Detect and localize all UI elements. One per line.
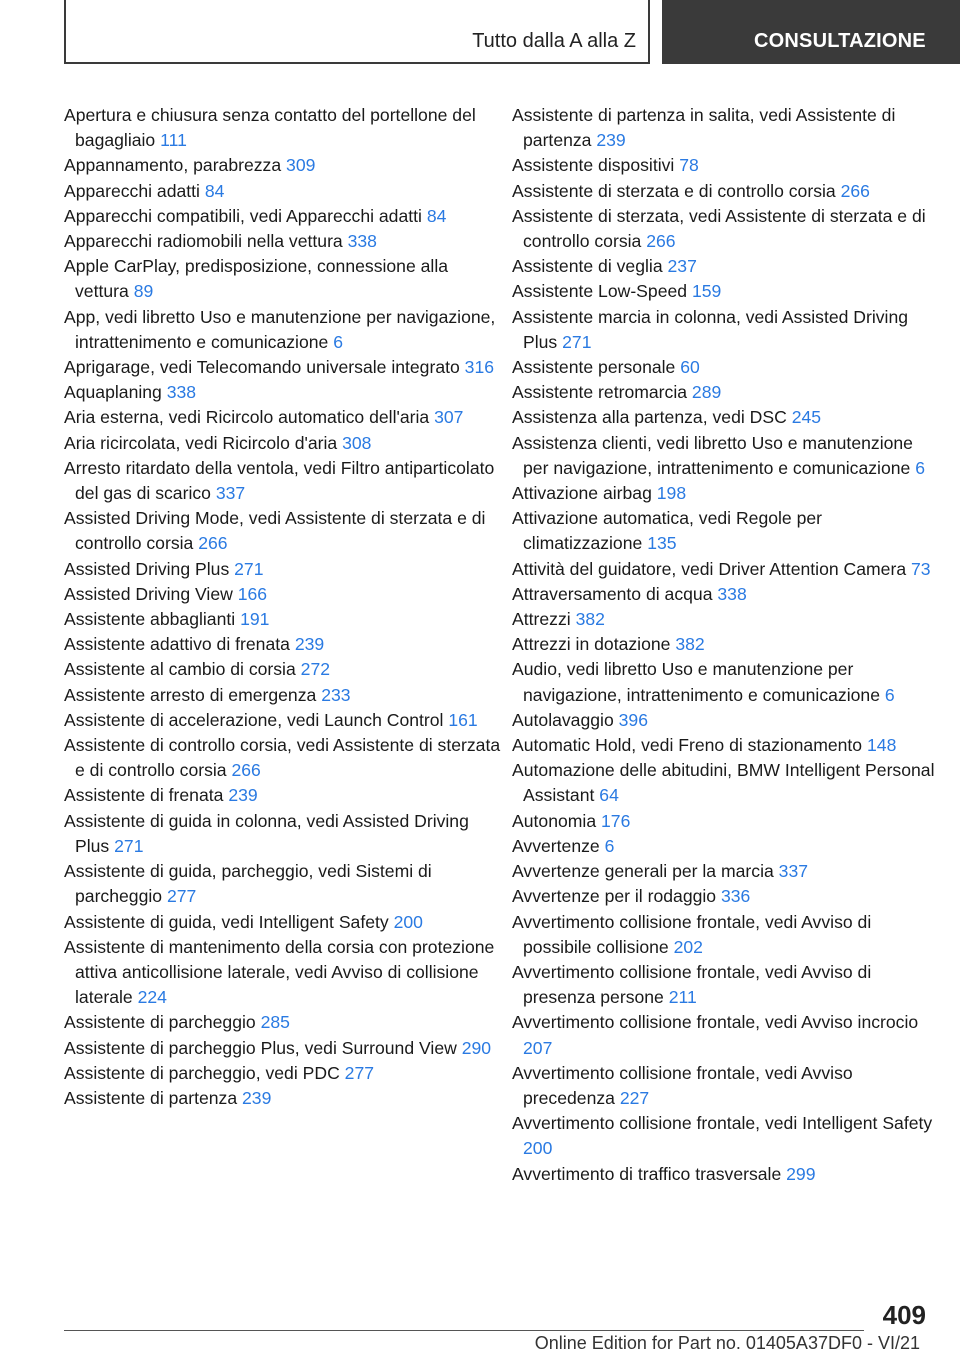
index-entry-text: Assistente di accelerazione, vedi Launch Control — [64, 709, 444, 730]
page-reference-link[interactable]: 176 — [601, 810, 631, 831]
page-reference-link[interactable]: 202 — [673, 936, 703, 957]
page-reference-link[interactable]: 207 — [523, 1037, 553, 1058]
index-entry-text: Automatic Hold, vedi Freno di stazionamento — [512, 735, 863, 756]
page-reference-link[interactable]: 224 — [137, 987, 167, 1008]
section-title: Tutto dalla A alla Z — [472, 30, 636, 52]
index-entry-text: Assistente al cambio di corsia — [64, 659, 296, 680]
index-entry-text: Assisted Driving Plus — [64, 558, 230, 579]
page-reference-link[interactable]: 161 — [448, 709, 478, 730]
index-entry — [64, 431, 504, 456]
page-reference-link[interactable]: 266 — [231, 760, 261, 781]
index-entry — [512, 657, 942, 707]
page-reference-link[interactable]: 338 — [166, 382, 197, 403]
index-entry-text: Assistenza clienti, vedi libretto Uso e manutenzione per navigazione, intrattenimento e comunicazione — [512, 432, 913, 478]
index-entry-text: Assistente di parcheggio, vedi PDC — [64, 1062, 340, 1083]
index-entry — [512, 708, 942, 733]
index-entry-text: Apertura e chiusura senza contatto del portellone del bagagliaio — [64, 105, 476, 151]
index-entry-text: Avvertimento di traffico trasversale — [512, 1163, 782, 1184]
index-entry-text: Apparecchi compatibili, vedi Apparecchi adatti — [64, 205, 422, 226]
page-reference-link[interactable]: 338 — [347, 231, 377, 252]
index-entry — [64, 305, 504, 355]
page-reference-link[interactable]: 271 — [114, 835, 144, 856]
page-reference-link[interactable]: 6 — [884, 684, 895, 705]
index-entry-text: Assistente di sterzata e di controllo corsia — [512, 180, 836, 201]
page-reference-link[interactable]: 159 — [691, 281, 722, 302]
index-entry — [512, 1162, 942, 1187]
page-reference-link[interactable]: 396 — [618, 709, 648, 730]
page-reference-link[interactable]: 382 — [575, 609, 605, 630]
index-entry — [64, 506, 504, 556]
page-reference-link[interactable]: 316 — [464, 357, 495, 378]
index-entry — [64, 153, 504, 178]
index-entry-text: Appannamento, parabrezza — [64, 155, 282, 176]
page-reference-link[interactable]: 272 — [300, 659, 331, 680]
index-entry-text: Autolavaggio — [512, 709, 614, 730]
index-entry-text: Assistente di veglia — [512, 256, 663, 277]
index-entry-text: Assistente adattivo di frenata — [64, 634, 290, 655]
index-entry-text: Assisted Driving View — [64, 583, 233, 604]
page-reference-link[interactable]: 266 — [840, 180, 870, 201]
index-entry — [512, 834, 942, 859]
index-entry-text: Attrezzi — [512, 609, 571, 630]
index-entry — [64, 733, 504, 783]
index-entry — [64, 683, 504, 708]
index-entry — [64, 1086, 504, 1111]
index-entry-text: Assistente personale — [512, 357, 676, 378]
index-entry — [512, 1061, 942, 1111]
index-entry — [64, 179, 504, 204]
page-number: 409 — [882, 1300, 926, 1330]
page-reference-link[interactable]: 166 — [237, 583, 268, 604]
index-entry — [64, 582, 504, 607]
index-entry-text: Assistente retromarcia — [512, 382, 688, 403]
index-entry-text: Assistente di parcheggio — [64, 1012, 256, 1033]
index-entry — [64, 910, 504, 935]
index-entry-text: Assistente di mantenimento della corsia con protezione attiva anticollisione laterale, vedi Avviso di collisione laterale — [64, 936, 495, 1008]
index-entry-text: Assistente abbaglianti — [64, 609, 236, 630]
index-entry — [512, 481, 942, 506]
index-entry — [64, 405, 504, 430]
index-entry — [512, 1111, 942, 1161]
page-reference-link[interactable]: 60 — [680, 357, 700, 378]
page-reference-link[interactable]: 111 — [160, 130, 187, 151]
page-reference-link[interactable]: 239 — [596, 130, 626, 151]
index-entry — [512, 910, 942, 960]
index-entry-text: Attività del guidatore, vedi Driver Attention Camera — [512, 558, 907, 579]
index-entry-text: Apparecchi radiomobili nella vettura — [64, 231, 343, 252]
page-reference-link[interactable]: 277 — [344, 1062, 375, 1083]
page-reference-link[interactable]: 6 — [604, 835, 615, 856]
index-entry — [64, 1010, 504, 1035]
index-entry-text: Avvertenze — [512, 835, 600, 856]
page-reference-link[interactable]: 285 — [260, 1012, 290, 1033]
page-reference-link[interactable]: 73 — [911, 558, 931, 579]
index-entry — [64, 935, 504, 1011]
page-reference-link[interactable]: 337 — [215, 483, 246, 504]
index-entry — [64, 657, 504, 682]
page-reference-link[interactable]: 233 — [321, 684, 351, 705]
index-entry-text: Avvertimento collisione frontale, vedi Avviso precedenza — [512, 1062, 853, 1108]
index-entry-text: Aria esterna, vedi Ricircolo automatico dell'aria — [64, 407, 430, 428]
index-entry — [512, 960, 942, 1010]
index-entry — [512, 859, 942, 884]
page-reference-link[interactable]: 239 — [242, 1087, 272, 1108]
index-entry-text: Assistente di frenata — [64, 785, 224, 806]
index-column-right — [512, 103, 942, 1187]
index-entry-text: Assistenza alla partenza, vedi DSC — [512, 407, 787, 428]
index-entry — [512, 1010, 942, 1060]
index-entry — [64, 254, 504, 304]
index-entry-text: Avvertimento collisione frontale, vedi Avviso di possibile collisione — [512, 911, 872, 957]
index-entry — [512, 506, 942, 556]
index-entry-text: Apparecchi adatti — [64, 180, 200, 201]
index-entry — [512, 607, 942, 632]
index-entry-text: Assistente di partenza in salita, vedi Assistente di partenza — [512, 105, 896, 151]
index-entry — [512, 355, 942, 380]
index-entry-text: Assistente Low-Speed — [512, 281, 688, 302]
index-entry-text: Aprigarage, vedi Telecomando universale integrato — [64, 357, 460, 378]
index-entry — [64, 1061, 504, 1086]
index-entry-text: Assistente dispositivi — [512, 155, 675, 176]
page-reference-link[interactable]: 338 — [717, 583, 747, 604]
page-reference-link[interactable]: 78 — [679, 155, 699, 176]
index-entry-text: Audio, vedi libretto Uso e manutenzione per navigazione, intrattenimento e comunicazione — [512, 659, 880, 705]
page-reference-link[interactable]: 266 — [198, 533, 228, 554]
page-reference-link[interactable]: 191 — [240, 609, 270, 630]
index-entry — [512, 733, 942, 758]
index-entry-text: Aquaplaning — [64, 382, 162, 403]
page-reference-link[interactable]: 308 — [342, 432, 372, 453]
index-entry — [64, 355, 504, 380]
page-reference-link[interactable]: 266 — [646, 231, 676, 252]
page-reference-link[interactable]: 239 — [294, 634, 325, 655]
index-entry-text: Avvertenze per il rodaggio — [512, 886, 717, 907]
index-entry — [512, 279, 942, 304]
index-entry-text: Assistente di guida, vedi Intelligent Safety — [64, 911, 389, 932]
index-entry — [512, 204, 942, 254]
index-entry-text: Assistente di guida, parcheggio, vedi Sistemi di parcheggio — [64, 861, 432, 907]
page-reference-link[interactable]: 148 — [867, 735, 897, 756]
index-entry-text: Assistente di sterzata, vedi Assistente di sterzata e di controllo corsia — [512, 205, 926, 252]
index-entry — [512, 103, 942, 153]
index-entry-text: Avvertimento collisione frontale, vedi Intelligent Safety — [512, 1113, 933, 1134]
page-reference-link[interactable]: 245 — [791, 407, 822, 428]
page-reference-link[interactable]: 6 — [333, 331, 343, 352]
page-reference-link[interactable]: 198 — [656, 483, 687, 504]
index-entry — [64, 456, 504, 506]
page-reference-link[interactable]: 307 — [434, 407, 464, 428]
page-reference-link[interactable]: 337 — [778, 861, 809, 882]
index-entry-text: Autonomia — [512, 810, 597, 831]
index-entry — [512, 179, 942, 204]
index-entry-text: Automazione delle abitudini, BMW Intelligent Personal Assistant — [512, 760, 935, 806]
page-reference-link[interactable]: 309 — [286, 155, 316, 176]
index-entry — [64, 607, 504, 632]
index-entry — [512, 153, 942, 178]
index-entry-text: Aria ricircolata, vedi Ricircolo d'aria — [64, 432, 338, 453]
index-entry-text: Avvertenze generali per la marcia — [512, 861, 774, 882]
index-entry — [512, 380, 942, 405]
page-reference-link[interactable]: 200 — [393, 911, 423, 932]
index-entry-text: Assistente di controllo corsia, vedi Assistente di sterzata e di controllo corsia — [64, 735, 501, 781]
page-reference-link[interactable]: 299 — [786, 1163, 816, 1184]
index-entry — [512, 431, 942, 481]
index-entry — [512, 305, 942, 355]
page-reference-link[interactable]: 227 — [619, 1087, 650, 1108]
page-reference-link[interactable]: 277 — [166, 886, 197, 907]
index-entry — [64, 1036, 504, 1061]
index-entry — [512, 557, 942, 582]
page-reference-link[interactable]: 239 — [228, 785, 258, 806]
index-entry-text: Assistente di guida in colonna, vedi Assisted Driving Plus — [64, 810, 469, 856]
index-entry — [64, 632, 504, 657]
chapter-tab-label: CONSULTAZIONE — [754, 30, 926, 52]
index-entry — [512, 809, 942, 834]
page-reference-link[interactable]: 84 — [204, 180, 225, 201]
page-reference-link[interactable]: 289 — [691, 382, 722, 403]
index-entry-text: Avvertimento collisione frontale, vedi Avviso incrocio — [512, 1012, 919, 1033]
page-reference-link[interactable]: 6 — [915, 457, 925, 478]
page-reference-link[interactable]: 336 — [720, 886, 751, 907]
edition-note: Online Edition for Part no. 01405A37DF0 - VI/21 — [534, 1333, 920, 1353]
index-entry — [64, 708, 504, 733]
index-entry — [512, 632, 942, 657]
page-reference-link[interactable]: 237 — [667, 256, 697, 277]
index-entry — [512, 582, 942, 607]
index-entry-text: Attrezzi in dotazione — [512, 634, 671, 655]
index-entry — [512, 254, 942, 279]
index-entry-text: Avvertimento collisione frontale, vedi Avviso di presenza persone — [512, 961, 872, 1008]
index-entry-text: Attraversamento di acqua — [512, 583, 713, 604]
index-entry-text: Attivazione automatica, vedi Regole per climatizzazione — [512, 508, 823, 554]
index-entry-text: Assistente di partenza — [64, 1087, 238, 1108]
index-entry — [512, 884, 942, 909]
chapter-tab — [662, 0, 960, 64]
page-reference-link[interactable]: 271 — [234, 558, 264, 579]
index-entry-text: Arresto ritardato della ventola, vedi Filtro antiparticolato del gas di scarico — [64, 457, 495, 504]
page-reference-link[interactable]: 200 — [523, 1138, 553, 1159]
index-entry — [64, 229, 504, 254]
index-entry-text: Assisted Driving Mode, vedi Assistente di sterzata e di controllo corsia — [64, 508, 486, 554]
index-entry — [512, 405, 942, 430]
index-entry-text: Assistente di parcheggio Plus, vedi Surround View — [64, 1037, 457, 1058]
index-entry — [64, 204, 504, 229]
index-entry-text: Assistente marcia in colonna, vedi Assisted Driving Plus — [512, 306, 909, 352]
index-entry-text: Assistente arresto di emergenza — [64, 684, 317, 705]
index-entry — [64, 859, 504, 909]
index-entry — [64, 809, 504, 859]
index-entry — [64, 783, 504, 808]
index-entry — [512, 758, 942, 808]
page-reference-link[interactable]: 84 — [426, 205, 447, 226]
page-reference-link[interactable]: 89 — [133, 281, 154, 302]
page-reference-link[interactable]: 135 — [647, 533, 677, 554]
page-reference-link[interactable]: 211 — [668, 987, 697, 1008]
index-entry — [64, 103, 504, 153]
page-reference-link[interactable]: 290 — [461, 1037, 492, 1058]
index-entry — [64, 380, 504, 405]
index-entry-text: App, vedi libretto Uso e manutenzione per navigazione, intrattenimento e comunicazione — [64, 306, 496, 352]
page-reference-link[interactable]: 64 — [599, 785, 619, 806]
index-entry — [64, 557, 504, 582]
index-column-left — [64, 103, 504, 1111]
page-reference-link[interactable]: 382 — [675, 634, 705, 655]
index-entry-text: Apple CarPlay, predisposizione, connessione alla vettura — [64, 256, 449, 302]
footer-divider — [64, 1330, 864, 1331]
page-reference-link[interactable]: 271 — [562, 331, 592, 352]
index-entry-text: Attivazione airbag — [512, 483, 652, 504]
